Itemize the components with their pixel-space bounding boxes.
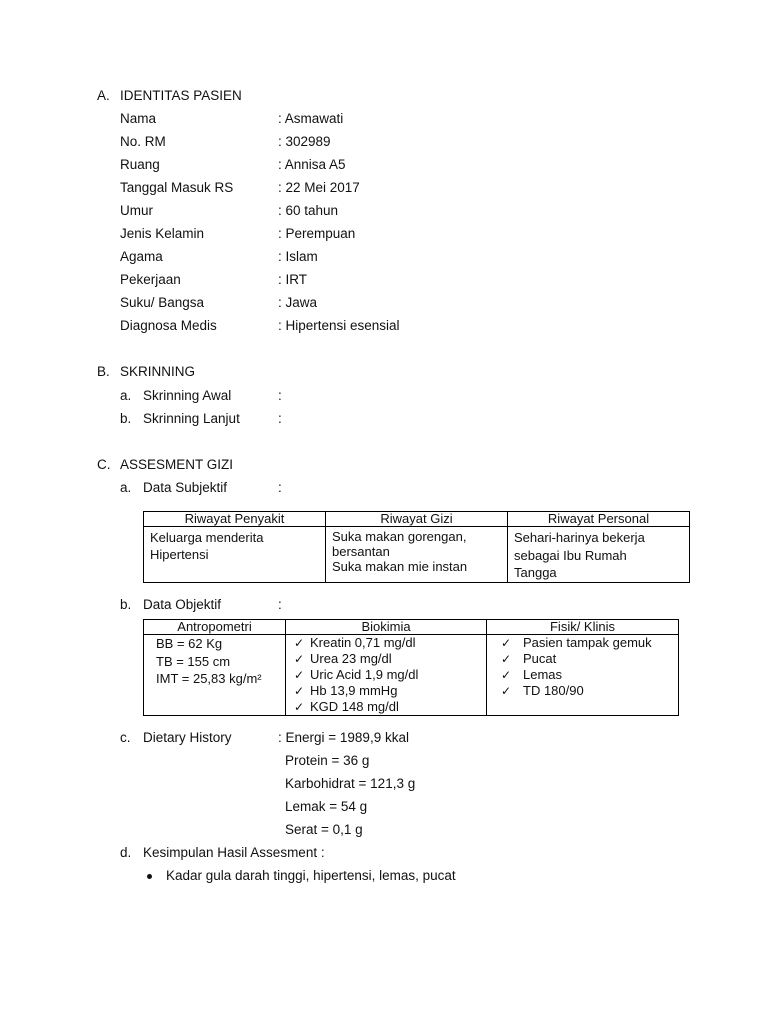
biokimia-value: Kreatin 0,71 mg/dl <box>310 635 416 650</box>
kesimpulan-marker: d. <box>120 845 132 860</box>
biokimia-value: Urea 23 mg/dl <box>310 651 392 666</box>
dietary-karbohidrat: Karbohidrat = 121,3 g <box>285 776 416 791</box>
fisik-value: Pasien tampak gemuk <box>523 635 652 650</box>
field-label-no-rm: No. RM <box>120 134 166 149</box>
dietary-marker: c. <box>120 730 131 745</box>
fisik-value: Pucat <box>523 651 557 666</box>
section-c-title: ASSESMENT GIZI <box>120 457 234 472</box>
biokimia-value: Hb 13,9 mmHg <box>310 683 398 698</box>
field-value-jenis-kelamin: : Perempuan <box>278 226 356 241</box>
field-label-jenis-kelamin: Jenis Kelamin <box>120 226 205 241</box>
list-item <box>294 651 480 667</box>
fisik-value: Lemas <box>523 667 563 682</box>
cell-riwayat-gizi <box>326 527 508 583</box>
field-label-nama: Nama <box>120 111 157 126</box>
data-subjektif-colon: : <box>278 480 282 495</box>
cell-line: Keluarga menderita <box>150 530 264 545</box>
table-row <box>144 527 690 583</box>
header-riwayat-gizi: Riwayat Gizi <box>326 512 508 527</box>
list-item <box>294 635 480 651</box>
section-b-title: SKRINNING <box>120 364 196 379</box>
data-subjektif-label: Data Subjektif <box>143 480 228 495</box>
list-item <box>501 635 672 651</box>
field-value-agama: : Islam <box>278 249 318 264</box>
field-label-pekerjaan: Pekerjaan <box>120 272 181 287</box>
cell-riwayat-penyakit <box>144 527 326 583</box>
skrinning-lanjut-label: Skrinning Lanjut <box>143 411 240 426</box>
skrinning-awal-value: : <box>278 388 282 403</box>
kesimpulan-item: Kadar gula darah tinggi, hipertensi, lemas, pucat <box>166 868 456 883</box>
check-icon: ✓ <box>294 684 305 698</box>
header-riwayat-personal: Riwayat Personal <box>508 512 690 527</box>
field-value-suku-bangsa: : Jawa <box>278 295 318 310</box>
dietary-energi: : Energi = 1989,9 kkal <box>278 730 409 745</box>
field-label-umur: Umur <box>120 203 153 218</box>
field-value-umur: : 60 tahun <box>278 203 339 218</box>
field-value-no-rm: : 302989 <box>278 134 331 149</box>
header-riwayat-penyakit: Riwayat Penyakit <box>144 512 326 527</box>
cell-line: Tangga <box>514 565 557 580</box>
field-value-pekerjaan: : IRT <box>278 272 308 287</box>
list-item <box>501 683 672 699</box>
skrinning-lanjut-value: : <box>278 411 282 426</box>
biokimia-value: KGD 148 mg/dl <box>310 699 399 714</box>
list-item <box>501 651 672 667</box>
table-header-row <box>144 512 690 527</box>
skrinning-awal-label: Skrinning Awal <box>143 388 232 403</box>
dietary-lemak: Lemak = 54 g <box>285 799 368 814</box>
list-item <box>294 699 480 715</box>
check-icon: ✓ <box>294 652 305 666</box>
section-c-letter: C. <box>97 457 111 472</box>
cell-riwayat-personal <box>508 527 690 583</box>
cell-line: TB = 155 cm <box>156 653 231 669</box>
data-objektif-marker: b. <box>120 597 132 612</box>
check-icon: ✓ <box>501 684 512 698</box>
dietary-serat: Serat = 0,1 g <box>285 822 363 837</box>
list-item <box>501 667 672 683</box>
cell-line: Hipertensi <box>150 547 209 562</box>
cell-antropometri <box>144 635 286 716</box>
data-objektif-table <box>143 619 679 716</box>
cell-line: Suka makan mie instan <box>332 559 468 574</box>
bullet-icon <box>147 874 152 879</box>
biokimia-value: Uric Acid 1,9 mg/dl <box>310 667 419 682</box>
cell-biokimia <box>286 635 487 716</box>
section-a-title: IDENTITAS PASIEN <box>120 88 242 103</box>
skrinning-awal-marker: a. <box>120 388 132 403</box>
cell-fisik-klinis <box>487 635 679 716</box>
check-icon: ✓ <box>294 636 305 650</box>
field-label-agama: Agama <box>120 249 163 264</box>
cell-line: BB = 62 Kg <box>156 636 223 651</box>
header-fisik-klinis: Fisik/ Klinis <box>487 620 679 635</box>
check-icon: ✓ <box>294 700 305 714</box>
cell-line: IMT = 25,83 kg/m² <box>156 671 262 686</box>
data-objektif-label: Data Objektif <box>143 597 222 612</box>
check-icon: ✓ <box>294 668 305 682</box>
list-item <box>294 683 480 699</box>
check-icon: ✓ <box>501 668 512 682</box>
data-subjektif-table <box>143 511 690 583</box>
header-antropometri: Antropometri <box>144 620 286 635</box>
cell-line: Suka makan gorengan, <box>332 529 467 544</box>
data-subjektif-marker: a. <box>120 480 132 495</box>
cell-line: sebagai Ibu Rumah <box>514 547 627 563</box>
field-label-tanggal-masuk: Tanggal Masuk RS <box>120 180 234 195</box>
section-b-letter: B. <box>97 364 110 379</box>
field-value-nama: : Asmawati <box>278 111 344 126</box>
table-header-row <box>144 620 679 635</box>
section-a-letter: A. <box>97 88 110 103</box>
fisik-value: TD 180/90 <box>523 683 584 698</box>
field-value-diagnosa-medis: : Hipertensi esensial <box>278 318 400 333</box>
field-label-diagnosa-medis: Diagnosa Medis <box>120 318 217 333</box>
field-value-ruang: : Annisa A5 <box>278 157 346 172</box>
skrinning-lanjut-marker: b. <box>120 411 132 426</box>
dietary-protein: Protein = 36 g <box>285 753 370 768</box>
data-objektif-colon: : <box>278 597 282 612</box>
field-label-suku-bangsa: Suku/ Bangsa <box>120 295 205 310</box>
cell-line: Sehari-harinya bekerja <box>514 530 645 545</box>
list-item <box>294 667 480 683</box>
field-value-tanggal-masuk: : 22 Mei 2017 <box>278 180 360 195</box>
check-icon: ✓ <box>501 652 512 666</box>
table-row <box>144 635 679 716</box>
check-icon: ✓ <box>501 636 512 650</box>
cell-line: bersantan <box>332 544 390 559</box>
dietary-label: Dietary History <box>143 730 232 745</box>
kesimpulan-label: Kesimpulan Hasil Assesment : <box>143 845 325 860</box>
header-biokimia: Biokimia <box>286 620 487 635</box>
field-label-ruang: Ruang <box>120 157 160 172</box>
